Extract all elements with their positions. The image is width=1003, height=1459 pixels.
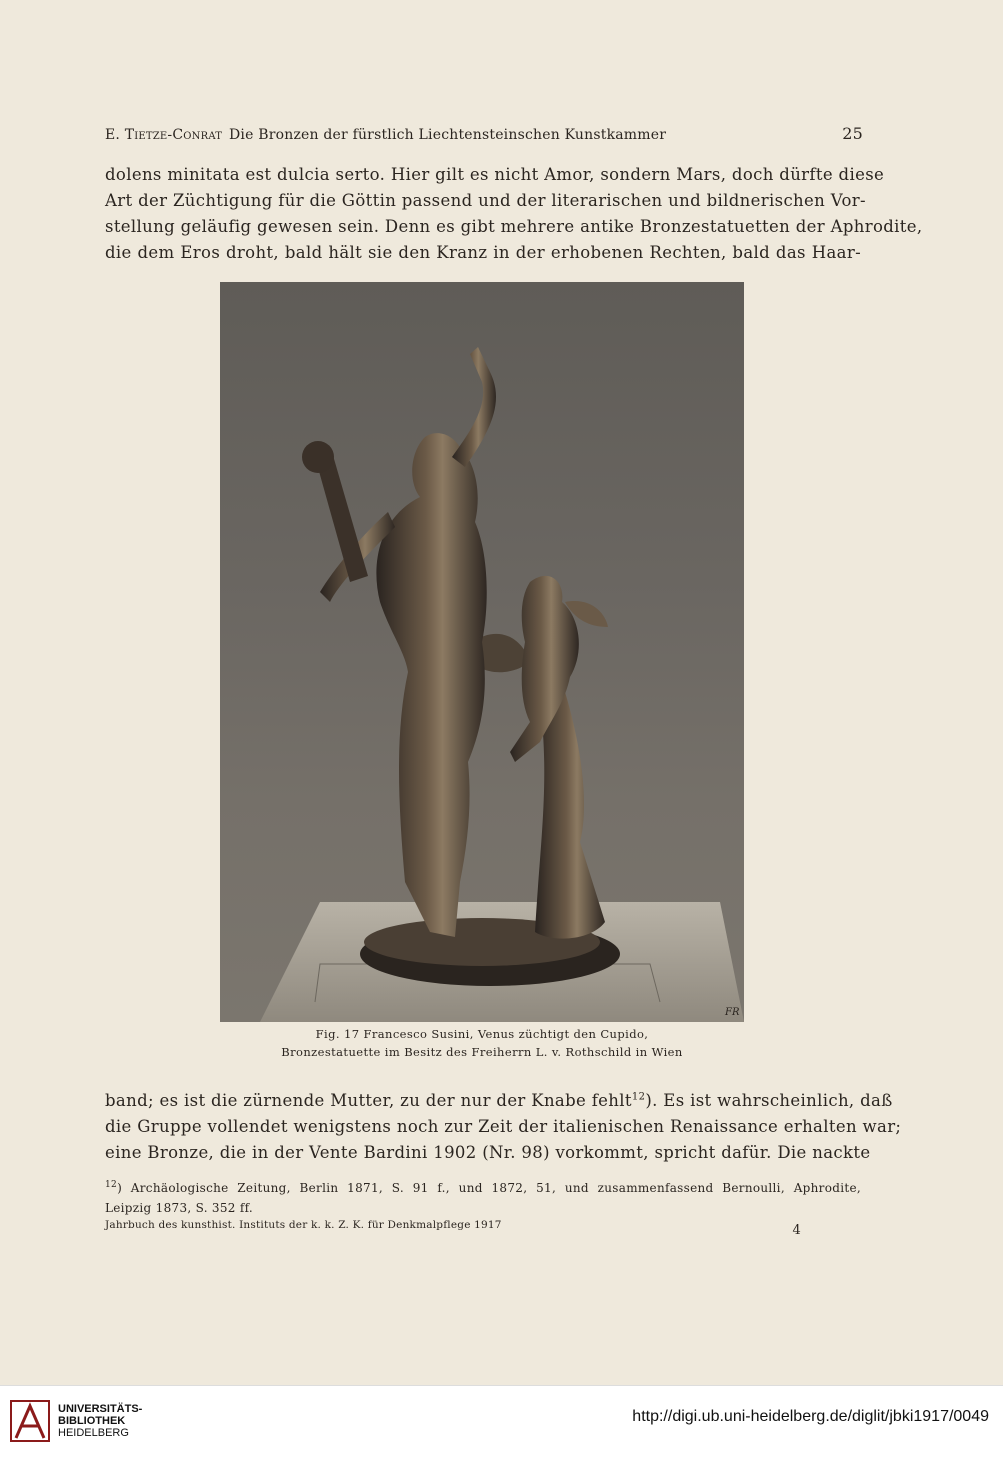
journal-signature: Jahrbuch des kunsthist. Instituts der k. k. Z. K. für Denkmalpflege 1917: [105, 1219, 502, 1231]
footnote: [105, 1175, 861, 1218]
text-segment: ). Es ist wahrscheinlich, daß: [645, 1091, 893, 1110]
running-head-title: Die Bronzen der fürstlich Liechtensteinschen Kunstkammer: [229, 127, 667, 143]
text-segment: band; es ist die zürnende Mutter, zu der nur der Knabe fehlt: [105, 1091, 632, 1110]
text-line: Art der Züchtigung für die Göttin passend und der literarischen und bildnerischen Vor-: [105, 191, 866, 210]
footnote-number: 12: [105, 1180, 118, 1190]
figure-photo: [220, 282, 744, 1022]
signature-line: [105, 1219, 861, 1241]
signature-number: 4: [792, 1223, 801, 1238]
library-name-line-1: UNIVERSITÄTS-: [58, 1403, 143, 1415]
footer-bar: [0, 1385, 1003, 1459]
library-name: [58, 1403, 142, 1439]
text-line: eine Bronze, die in der Vente Bardini 1902 (Nr. 98) vorkommt, spricht dafür. Die nackte: [105, 1143, 871, 1162]
running-head: [105, 124, 863, 146]
text-line: dolens minitata est dulcia serto. Hier gilt es nicht Amor, sondern Mars, doch dürfte diese: [105, 165, 885, 184]
footnote-line: Leipzig 1873, S. 352 ff.: [105, 1201, 254, 1215]
engraver-monogram: FR: [725, 1007, 740, 1018]
venus-figure: [376, 433, 486, 937]
library-name-line-3: HEIDELBERG: [58, 1427, 129, 1439]
text-line: [105, 1088, 893, 1114]
running-head-author: E. Tietze-Conrat: [105, 127, 223, 143]
paragraph-1: [105, 162, 923, 266]
text-line: stellung geläufig gewesen sein. Denn es gibt mehrere antike Bronzestatuetten der Aphrodite,: [105, 217, 923, 236]
library-logo-icon: [10, 1400, 50, 1442]
paragraph-2: [105, 1088, 902, 1166]
bronze-statuette-image: [220, 282, 744, 1022]
figure-caption-line-1: Fig. 17 Francesco Susini, Venus züchtigt den Cupido,: [315, 1027, 649, 1041]
text-line: die Gruppe vollendet wenigstens noch zur Zeit der italienischen Renaissance erhalten war;: [105, 1117, 902, 1136]
page-number: 25: [842, 124, 863, 143]
footnote-reference: 12: [631, 1091, 646, 1103]
library-name-line-2: BIBLIOTHEK: [58, 1415, 126, 1427]
figure-caption-line-2: Bronzestatuette im Besitz des Freiherrn L. v. Rothschild in Wien: [281, 1045, 683, 1059]
permalink-url[interactable]: http://digi.ub.uni-heidelberg.de/diglit/jbki1917/0049: [632, 1408, 989, 1425]
footnote-text: ) Archäologische Zeitung, Berlin 1871, S. 91 f., und 1872, 51, und zusammenfassend Bernoulli, Aphrodite,: [117, 1181, 861, 1195]
text-line: die dem Eros droht, bald hält sie den Kranz in der erhobenen Rechten, bald das Haar-: [105, 243, 861, 262]
footnote-line: [105, 1175, 861, 1198]
